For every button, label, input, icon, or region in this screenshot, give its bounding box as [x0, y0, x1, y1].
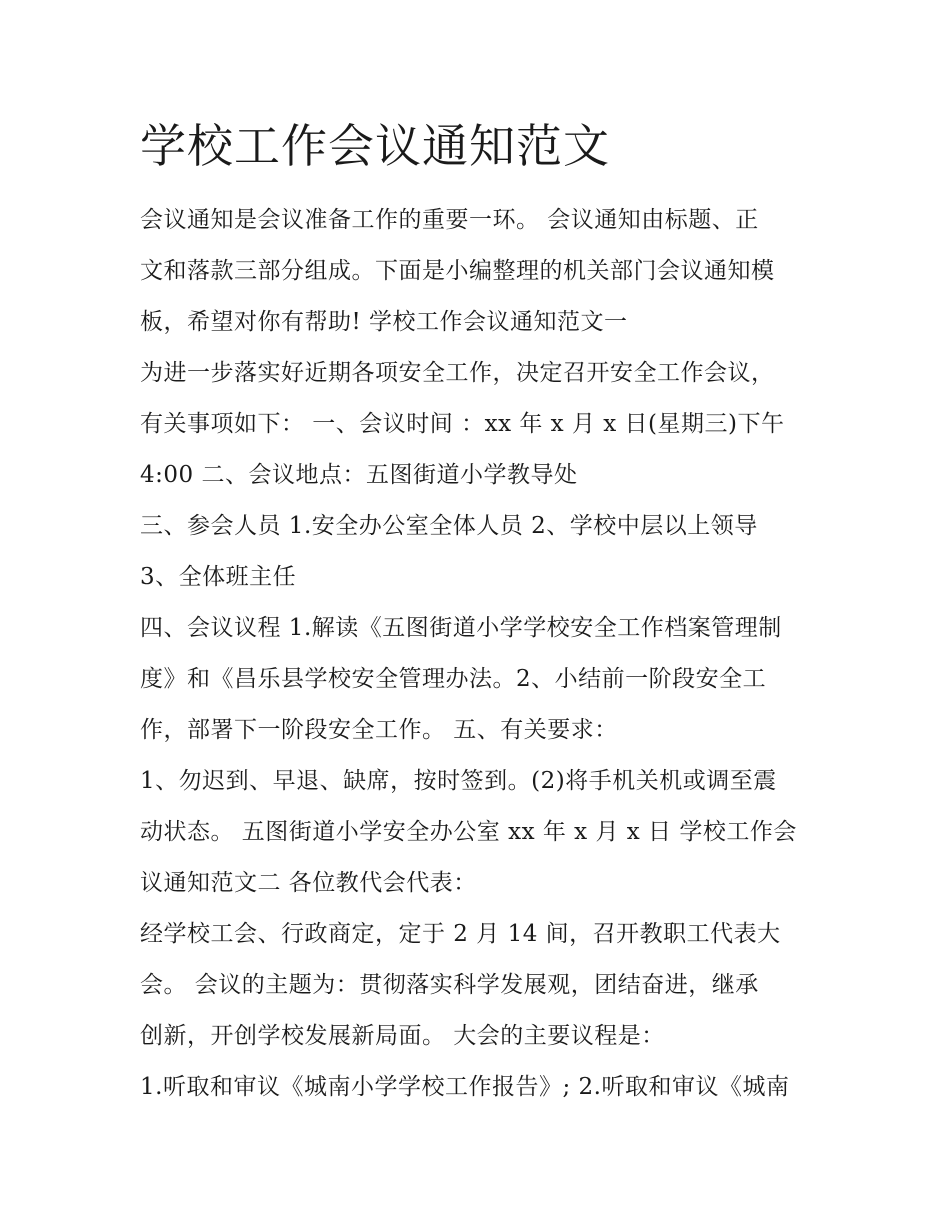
body-line-9: 四、会议议程 1.解读《五图街道小学学校安全工作档案管理制 — [140, 615, 782, 641]
body-line-12: 1、勿迟到、早退、缺席，按时签到。(2)将手机关机或调至震 — [140, 768, 777, 794]
body-line-15: 经学校工会、行政商定，定于 2 月 14 间，召开教职工代表大 — [140, 921, 781, 947]
body-line-18: 1.听取和审议《城南小学学校工作报告》; 2.听取和审议《城南 — [140, 1074, 790, 1100]
body-line-1: 会议通知是会议准备工作的重要一环。 会议通知由标题、正 — [140, 207, 759, 233]
body-line-10: 度》和《昌乐县学校安全管理办法。2、小结前一阶段安全工 — [140, 666, 767, 692]
body-line-16: 会。 会议的主题为：贯彻落实科学发展观，团结奋进，继承 — [140, 972, 759, 998]
body-line-7: 三、参会人员 1.安全办公室全体人员 2、学校中层以上领导 — [140, 513, 758, 539]
body-line-14: 议通知范文二 各位教代会代表： — [140, 870, 477, 896]
body-line-13: 动状态。 五图街道小学安全办公室 xx 年 x 月 x 日 学校工作会 — [140, 819, 797, 845]
body-line-6: 4:00 二、会议地点：五图街道小学教导处 — [140, 462, 578, 488]
body-line-17: 创新，开创学校发展新局面。 大会的主要议程是： — [140, 1023, 665, 1049]
body-line-2: 文和落款三部分组成。下面是小编整理的机关部门会议通知模 — [140, 258, 775, 284]
body-line-4: 为进一步落实好近期各项安全工作，决定召开安全工作会议， — [140, 360, 775, 386]
body-line-11: 作，部署下一阶段安全工作。 五、有关要求： — [140, 717, 618, 743]
body-line-5: 有关事项如下： 一、会议时间 ：xx 年 x 月 x 日(星期三)下午 — [140, 411, 785, 437]
body-line-3: 板，希望对你有帮助! 学校工作会议通知范文一 — [140, 309, 628, 335]
body-line-8: 3、全体班主任 — [140, 564, 297, 590]
document-title: 学校工作会议通知范文 — [140, 119, 610, 173]
